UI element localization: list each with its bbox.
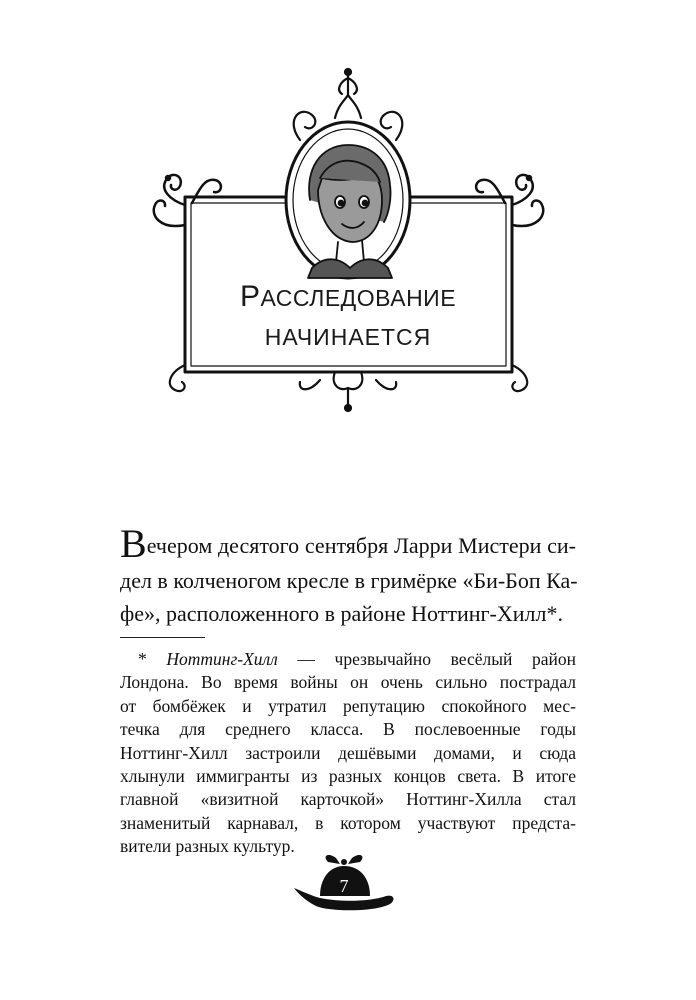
footnote-divider	[120, 637, 205, 638]
ornamental-frame-illustration	[0, 0, 696, 440]
footnote-line-3: от бомбёжек и утратил репутацию спокойного мес-	[120, 695, 576, 716]
left-scroll-ornament	[154, 175, 221, 226]
footnote-line-6: хлынули иммигранты из разных концов света. В итоге	[120, 766, 576, 787]
footnote-line-8: знаменитый карнавал, в котором участвуют предста-	[120, 812, 576, 833]
footnote-line-1	[120, 648, 576, 671]
chapter-title-initial: Р	[239, 280, 261, 313]
page-number: 7	[339, 876, 349, 896]
footnote-line-4: течка для среднего класса. В послевоенные годы	[120, 719, 576, 740]
footnote	[120, 648, 576, 859]
body-line-1-text: ечером десятого сентября Ларри Мистери си-	[146, 533, 576, 558]
footnote-line-7: главной «визитной карточкой» Ноттинг-Хилла стал	[120, 789, 576, 810]
body-line-1	[120, 521, 576, 566]
right-scroll-ornament	[476, 175, 543, 226]
chapter-title-line2: НАЧИНАЕТСЯ	[264, 324, 432, 350]
footnote-line-1-rest: — чрезвычайно весёлый район	[277, 649, 576, 669]
chapter-title	[190, 282, 506, 349]
footnote-term: Ноттинг-Хилл	[166, 649, 278, 669]
footnote-line-9: вители разных культур.	[120, 836, 295, 857]
chapter-title-rest: АССЛЕДОВАНИЕ	[260, 285, 457, 311]
body-paragraph	[120, 521, 578, 630]
footnote-line-5: Ноттинг-Хилл застроили дешёвыми домами, и сюда	[120, 742, 576, 763]
footnote-line-2: Лондона. Во время войны он очень сильно пострадал	[120, 672, 576, 693]
chapter-title-line1	[190, 282, 506, 312]
body-line-3: фе», расположенного в районе Ноттинг-Хилл*.	[120, 601, 563, 626]
dropcap: В	[120, 521, 147, 566]
footnote-marker: *	[138, 649, 147, 669]
body-line-2: дел в колченогом кресле в гримёрке «Би-Боп Ка-	[120, 568, 578, 593]
